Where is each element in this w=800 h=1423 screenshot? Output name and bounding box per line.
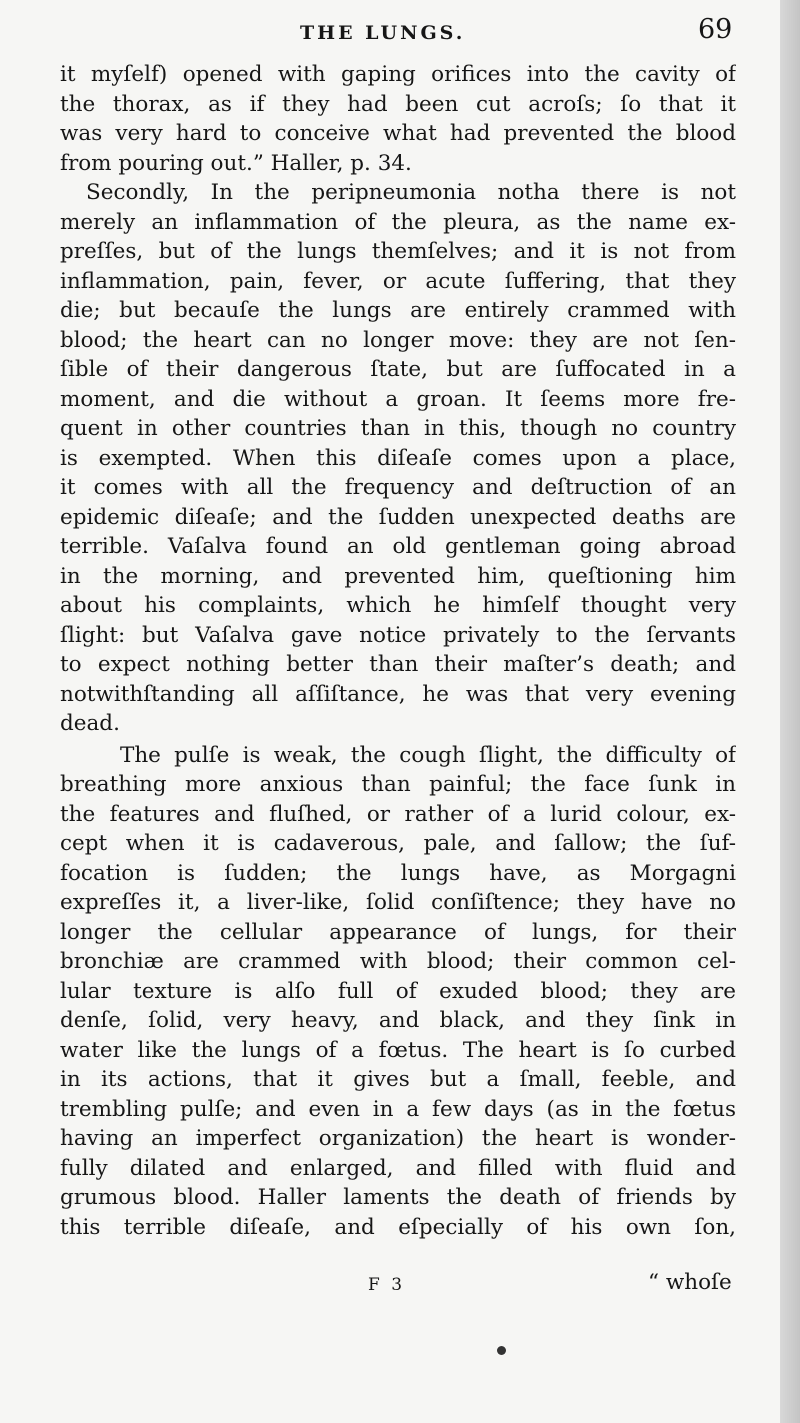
text-line: it myſelf) opened with gaping orifices into the cavity of (60, 62, 736, 87)
text-line: die; but becauſe the lungs are entirely crammed with (60, 298, 736, 323)
text-line: from pouring out.” Haller, p. 34. (60, 150, 412, 176)
text-line: ſlight: but Vaſalva gave notice privately to the ſervants (60, 622, 736, 648)
text-line: lular texture is alſo full of exuded blood; they are (60, 978, 736, 1004)
paragraph-first-line: Secondly, In the peripneumonia notha there is not (86, 180, 736, 205)
catchword: “ whoſe (648, 1270, 732, 1295)
text-line: the thorax, as if they had been cut acroſs; ſo that it (60, 91, 736, 117)
text-line: trembling pulſe; and even in a few days (as in the fœtus (60, 1096, 736, 1122)
signature-mark: F 3 (368, 1275, 406, 1295)
body-text (60, 60, 736, 1242)
text-line: about his complaints, which he himſelf thought very (60, 593, 736, 618)
text-line: longer the cellular appearance of lungs, for their (60, 919, 736, 945)
text-line: breathing more anxious than painful; the face ſunk in (60, 772, 736, 797)
text-line: preſſes, but of the lungs themſelves; and it is not from (60, 239, 736, 264)
text-line: fully dilated and enlarged, and filled with fluid and (60, 1155, 736, 1181)
text-line: epidemic diſeaſe; and the ſudden unexpected deaths are (60, 504, 736, 530)
text-line: bronchiæ are crammed with blood; their common cel- (60, 949, 736, 974)
text-line: the features and fluſhed, or rather of a lurid colour, ex- (60, 801, 736, 827)
text-line: inflammation, pain, fever, or acute ſuffering, that they (60, 268, 736, 294)
text-line: terrible. Vaſalva found an old gentleman going abroad (60, 534, 736, 559)
text-line: focation is ſudden; the lungs have, as Morgagni (60, 860, 736, 886)
running-head: THE LUNGS. (300, 22, 466, 44)
text-line: was very hard to conceive what had prevented the blood (60, 121, 736, 146)
text-line: quent in other countries than in this, though no country (60, 416, 736, 441)
page-number: 69 (698, 14, 733, 45)
paragraph-first-line: The pulſe is weak, the cough ſlight, the difficulty of (120, 742, 736, 768)
text-line: blood; the heart can no longer move: they are not ſen- (60, 327, 736, 353)
text-line: ſible of their dangerous ſtate, but are ſuffocated in a (60, 357, 736, 382)
text-line: is exempted. When this diſeaſe comes upon a place, (60, 445, 736, 471)
text-line: merely an inflammation of the pleura, as the name ex- (60, 209, 736, 235)
text-line: in its actions, that it gives but a ſmall, feeble, and (60, 1067, 736, 1092)
text-line: cept when it is cadaverous, pale, and ſallow; the ſuf- (60, 831, 736, 856)
text-line: notwithſtanding all aſſiſtance, he was that very evening (60, 681, 736, 707)
text-line: having an imperfect organization) the heart is wonder- (60, 1126, 736, 1151)
text-line: moment, and die without a groan. It ſeems more fre- (60, 386, 736, 412)
text-line: expreſſes it, a liver-like, ſolid conſiſtence; they have no (60, 890, 736, 915)
text-line: it comes with all the frequency and deſtruction of an (60, 475, 736, 500)
page-edge (780, 0, 800, 1423)
text-line: grumous blood. Haller laments the death of friends by (60, 1185, 736, 1210)
text-line: water like the lungs of a fœtus. The heart is ſo curbed (60, 1037, 736, 1063)
text-line: in the morning, and prevented him, queſtioning him (60, 563, 736, 589)
text-line: to expect nothing better than their maſter’s death; and (60, 652, 736, 677)
ink-speck (497, 1346, 506, 1355)
text-line: dead. (60, 711, 120, 736)
text-line: denſe, ſolid, very heavy, and black, and they ſink in (60, 1008, 736, 1033)
text-line: this terrible diſeaſe, and eſpecially of his own ſon, (60, 1214, 736, 1240)
